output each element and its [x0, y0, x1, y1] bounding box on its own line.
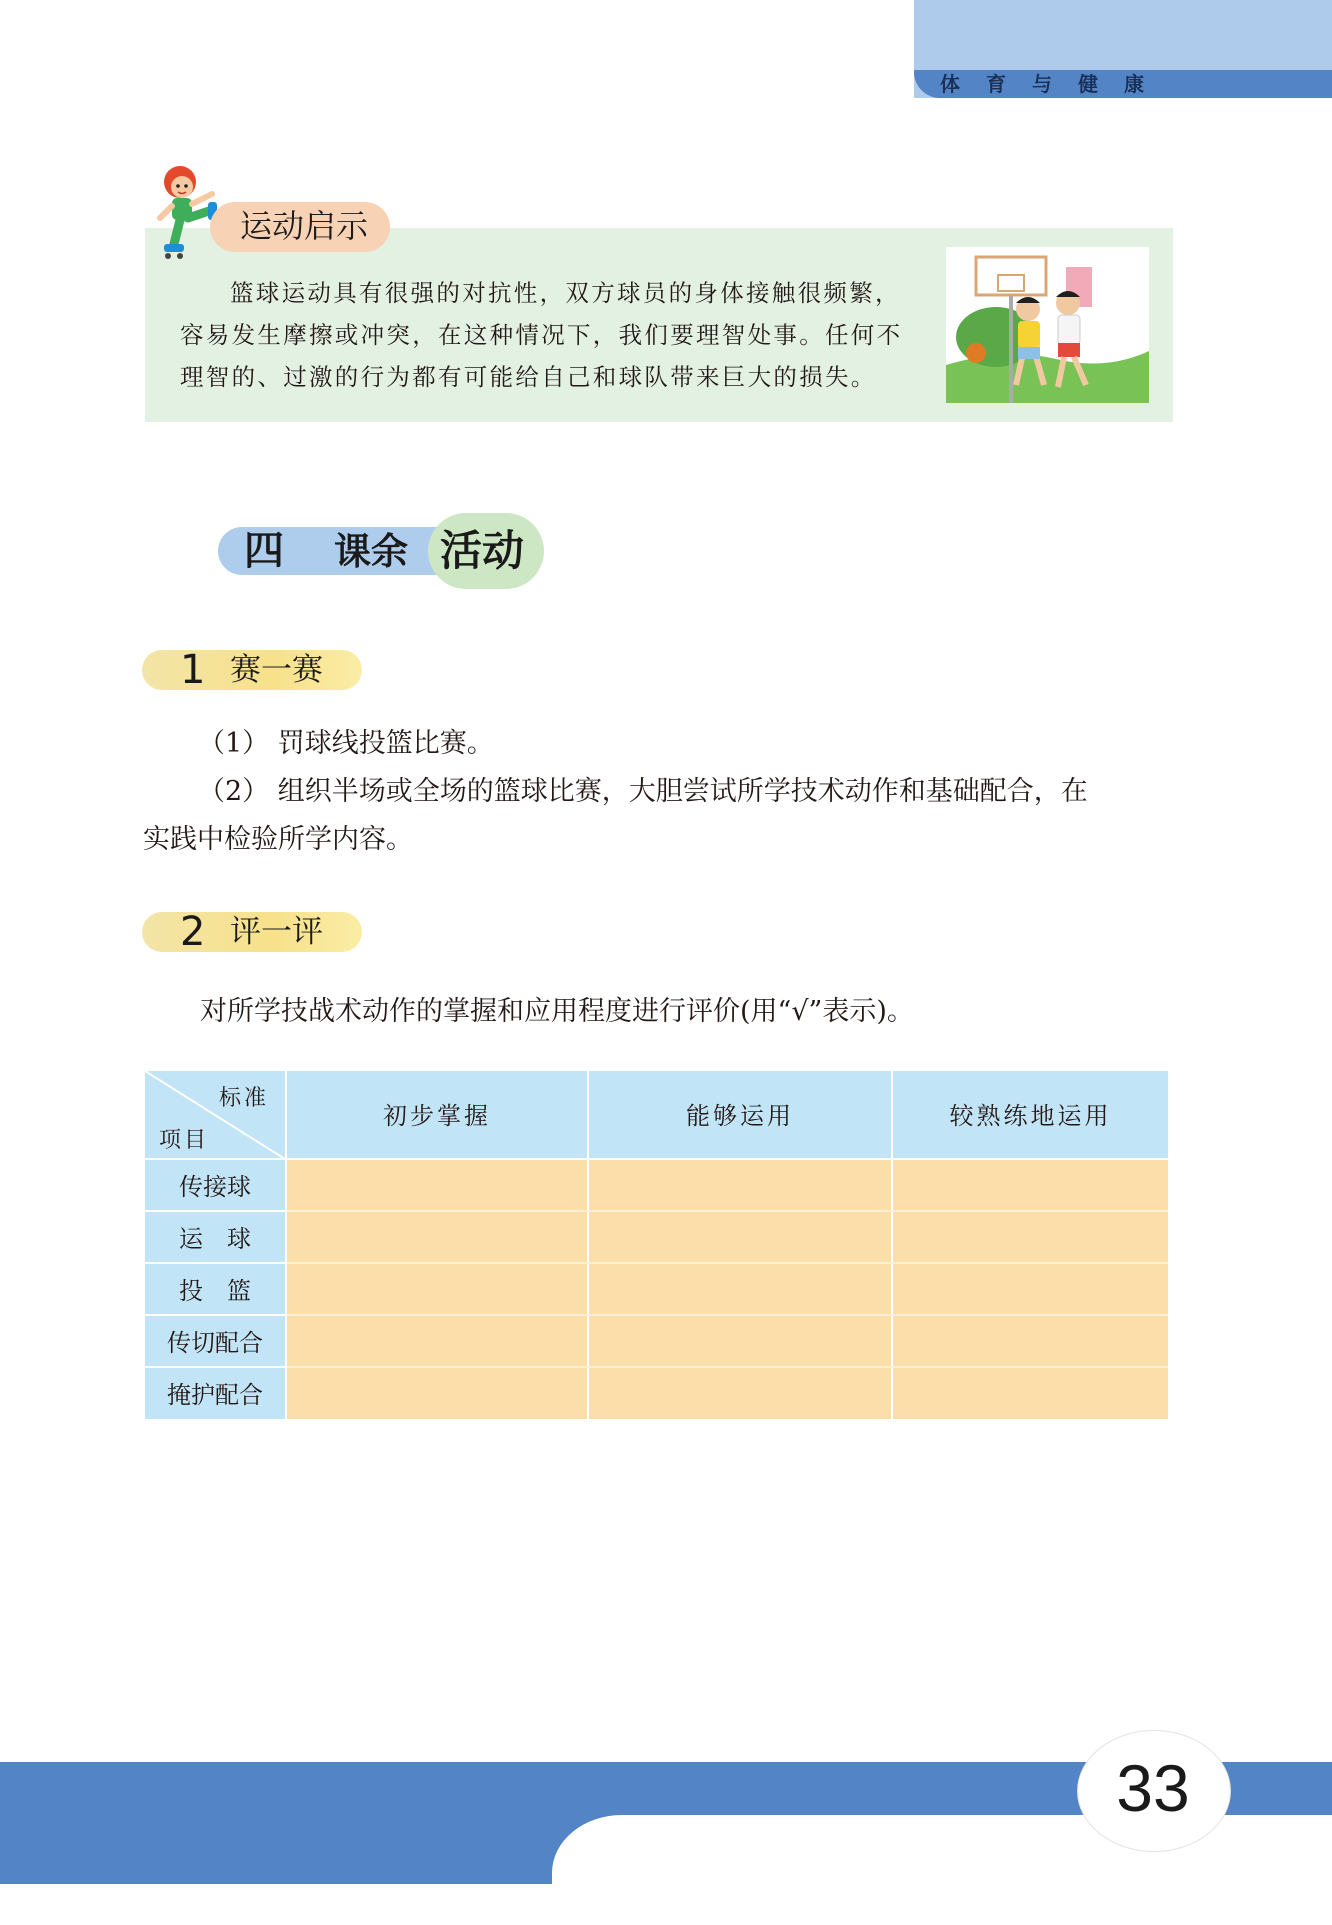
column-header: 初步掌握: [383, 1102, 491, 1130]
table-divider: [145, 1262, 285, 1264]
subsection-title: 赛一赛: [230, 652, 323, 688]
table-divider: [145, 1366, 285, 1368]
row-header: 传切配合: [167, 1329, 263, 1357]
footer-curve: [552, 1815, 1332, 1925]
rating-cell[interactable]: [589, 1316, 891, 1366]
table-divider: [145, 1210, 285, 1212]
rating-cell[interactable]: [287, 1212, 587, 1262]
rating-cell[interactable]: [287, 1368, 587, 1418]
row-header: 传接球: [179, 1173, 251, 1201]
rating-cell[interactable]: [287, 1316, 587, 1366]
section-word: 课余: [334, 530, 408, 573]
rating-cell[interactable]: [893, 1160, 1168, 1210]
header-title: 体育与健康: [940, 72, 1170, 96]
rating-cell[interactable]: [589, 1368, 891, 1418]
subsection-number: 2: [180, 909, 206, 955]
rating-cell[interactable]: [893, 1212, 1168, 1262]
row-header: 运 球: [179, 1225, 251, 1253]
section-number: 四: [244, 528, 284, 574]
rating-cell[interactable]: [589, 1160, 891, 1210]
subsection-title: 评一评: [230, 914, 323, 950]
column-header: 较熟练地运用: [949, 1102, 1112, 1130]
table-divider: [145, 1314, 285, 1316]
rating-cell[interactable]: [893, 1264, 1168, 1314]
tip-line: 理智的、过激的行为都有可能给自己和球队带来巨大的损失。: [180, 363, 877, 391]
corner-header-criteria: 标准: [219, 1086, 270, 1111]
rating-cell[interactable]: [287, 1264, 587, 1314]
evaluate-intro: 对所学技战术动作的掌握和应用程度进行评价(用“√”表示)。: [200, 996, 914, 1027]
contest-item-2: （2） 组织半场或全场的篮球比赛，大胆尝试所学技术动作和基础配合，在: [198, 776, 1088, 807]
section-word-highlight: 活动: [440, 526, 525, 575]
rating-cell[interactable]: [287, 1160, 587, 1210]
row-header: 投 篮: [179, 1277, 251, 1305]
page-number: 33: [1116, 1751, 1190, 1825]
evaluation-table: [145, 1071, 1168, 1419]
basketball-players-illustration: [946, 247, 1149, 403]
rating-cell[interactable]: [893, 1316, 1168, 1366]
tip-label: 运动启示: [240, 207, 369, 245]
rating-cell[interactable]: [893, 1368, 1168, 1418]
tip-line: 篮球运动具有很强的对抗性，双方球员的身体接触很频繁，: [230, 279, 901, 307]
corner-header-item: 项目: [159, 1128, 210, 1153]
contest-item-2-cont: 实践中检验所学内容。: [143, 824, 413, 855]
rating-cell[interactable]: [589, 1264, 891, 1314]
tip-paragraph: [180, 272, 930, 398]
contest-item-1: （1） 罚球线投篮比赛。: [198, 728, 494, 759]
rating-cell[interactable]: [589, 1212, 891, 1262]
subsection-number: 1: [180, 647, 206, 693]
row-header: 掩护配合: [167, 1381, 263, 1409]
column-header: 能够运用: [686, 1102, 794, 1130]
tip-line: 容易发生摩擦或冲突，在这种情况下，我们要理智处事。任何不: [180, 321, 903, 349]
